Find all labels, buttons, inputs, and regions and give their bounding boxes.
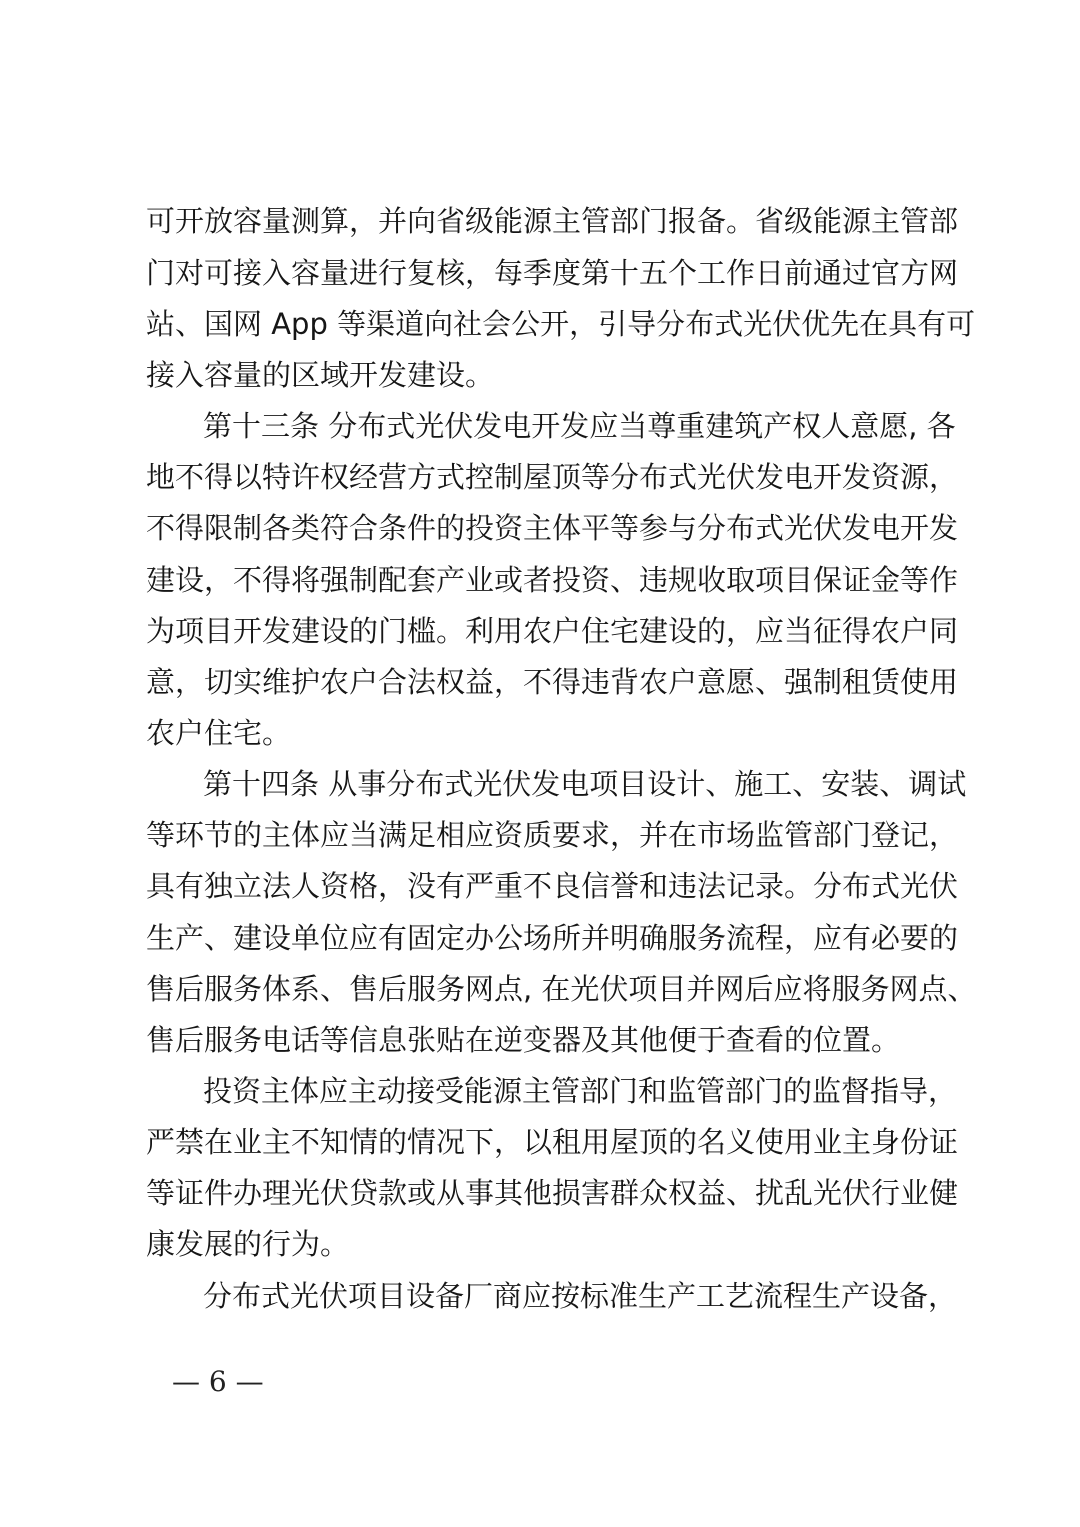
text-line: 分布式光伏项目设备厂商应按标准生产工艺流程生产设备， (203, 1279, 958, 1313)
text-line: 农户住宅。 (146, 716, 292, 750)
text-line: 售后服务体系、售后服务网点, 在光伏项目并网后应将服务网点、 (146, 972, 977, 1006)
text-line: 生产、建设单位应有固定办公场所并明确服务流程，应有必要的 (146, 921, 959, 955)
text-line: 可开放容量测算，并向省级能源主管部门报备。省级能源主管部 (146, 204, 959, 238)
page-number: — 6 — (172, 1365, 264, 1398)
text-line: 为项目开发建设的门槛。利用农户住宅建设的，应当征得农户同 (146, 614, 959, 648)
text-line: 第十三条 分布式光伏发电开发应当尊重建筑产权人意愿, 各 (203, 409, 956, 443)
text-line: 第十四条 从事分布式光伏发电项目设计、施工、安装、调试 (203, 767, 967, 801)
text-line: 严禁在业主不知情的情况下，以租用屋顶的名义使用业主身份证 (146, 1125, 959, 1159)
text-line: 意，切实维护农户合法权益，不得违背农户意愿、强制租赁使用 (146, 665, 959, 699)
text-line: 接入容量的区域开发建设。 (146, 358, 495, 392)
text-line: 投资主体应主动接受能源主管部门和监管部门的监督指导， (203, 1074, 958, 1108)
text-line: 售后服务电话等信息张贴在逆变器及其他便于查看的位置。 (146, 1023, 901, 1057)
text-line: 等证件办理光伏贷款或从事其他损害群众权益、扰乱光伏行业健 (146, 1176, 959, 1210)
text-line: 地不得以特许权经营方式控制屋顶等分布式光伏发电开发资源， (146, 460, 959, 494)
text-line: 康发展的行为。 (146, 1227, 350, 1261)
text-line: 门对可接入容量进行复核，每季度第十五个工作日前通过官方网 (146, 256, 959, 290)
text-line: 站、国网 App 等渠道向社会公开，引导分布式光伏优先在具有可 (146, 307, 976, 341)
text-line: 等环节的主体应当满足相应资质要求，并在市场监管部门登记， (146, 818, 959, 852)
text-line: 具有独立法人资格，没有严重不良信誉和违法记录。分布式光伏 (146, 869, 959, 903)
text-line: 不得限制各类符合条件的投资主体平等参与分布式光伏发电开发 (146, 511, 959, 545)
text-line: 建设，不得将强制配套产业或者投资、违规收取项目保证金等作 (146, 563, 959, 597)
